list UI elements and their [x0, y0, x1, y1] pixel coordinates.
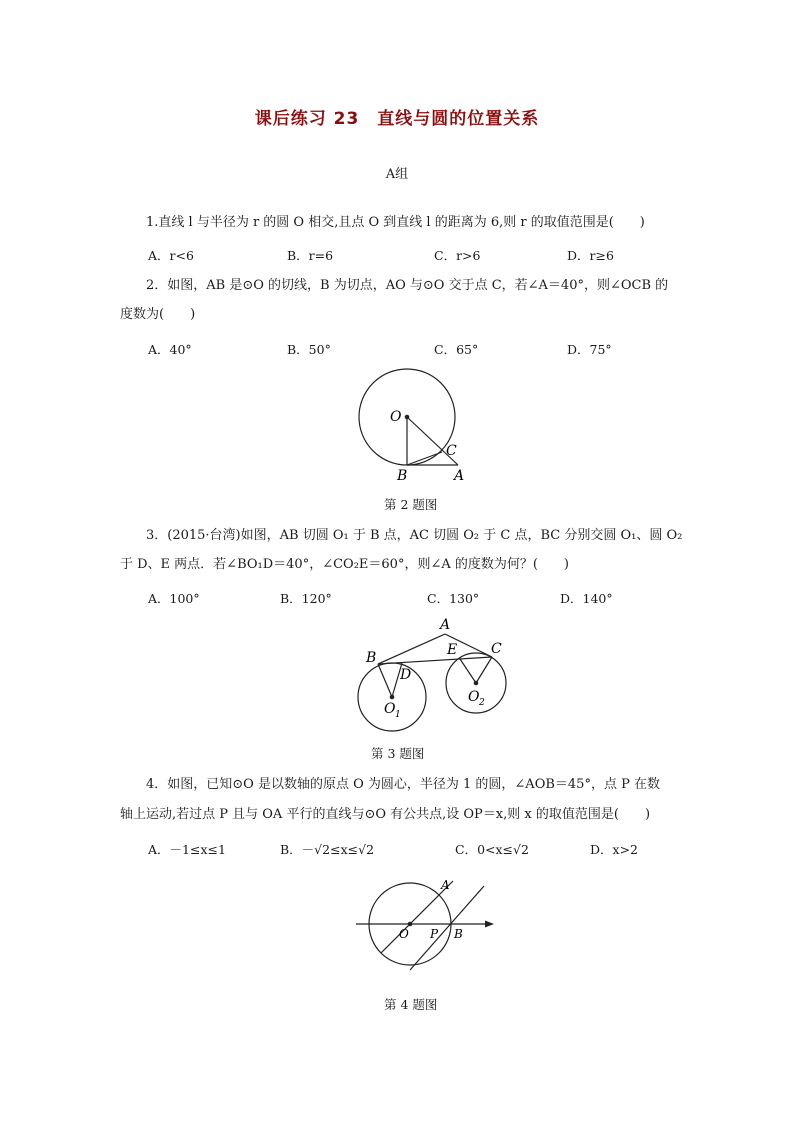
label-d: D: [400, 667, 412, 683]
q3-option-d: D．140°: [560, 591, 613, 606]
q3-option-c: C．130°: [427, 591, 480, 606]
segment-co2: [476, 657, 492, 683]
label-b: B: [366, 650, 377, 666]
label-o: O: [390, 409, 402, 425]
figure-3-caption: 第 3 题图: [371, 746, 425, 761]
label-b: B: [454, 927, 463, 941]
segment-eo2: [460, 659, 476, 683]
question-1-stem: 1.直线 l 与半径为 r 的圆 O 相交,且点 O 到直线 l 的距离为 6,则 r 的取值范围是( ): [146, 215, 645, 230]
label-o2-subscript: 2: [479, 698, 485, 708]
q4-option-d: D．x>2: [590, 842, 638, 857]
q1-option-b: B．r=6: [287, 248, 334, 263]
figure-4: [350, 872, 500, 977]
q1-option-a: A．r<6: [148, 248, 194, 263]
page-title: 课后练习 23 直线与圆的位置关系: [254, 109, 540, 129]
q2-option-d: D．75°: [567, 342, 612, 357]
figure-2: [350, 368, 480, 488]
q3-option-b: B．120°: [280, 591, 332, 606]
parallel-line-through-p: [410, 886, 484, 970]
label-b: B: [397, 468, 408, 484]
axis-arrow: [485, 921, 494, 928]
q3-option-a: A．100°: [148, 591, 200, 606]
label-o1: O: [384, 701, 396, 717]
q2-option-a: A．40°: [148, 342, 192, 357]
label-e: E: [447, 642, 458, 658]
question-4-stem-line1: 4．如图，已知⊙O 是以数轴的原点 O 为圆心，半径为 1 的圆，∠AOB＝45°，点 P 在数: [146, 777, 660, 792]
q4-option-a: A．－1≤x≤1: [148, 842, 226, 857]
label-a: A: [441, 878, 450, 892]
segment-ab: [378, 634, 445, 664]
label-a: A: [454, 468, 465, 484]
segment-bc: [378, 657, 492, 664]
question-3-stem-line2: 于 D、E 两点．若∠BO₁D＝40°，∠CO₂E＝60°，则∠A 的度数为何？( ): [120, 557, 569, 572]
label-p: P: [430, 927, 439, 941]
q4-option-b: B．－√2≤x≤√2: [280, 842, 375, 857]
point-o2: [474, 681, 479, 686]
label-o1-subscript: 1: [395, 710, 401, 720]
label-o: O: [399, 927, 409, 941]
q1-option-c: C．r>6: [434, 248, 481, 263]
segment-bo1: [378, 664, 392, 697]
figure-2-caption: 第 2 题图: [384, 497, 438, 512]
label-o2: O: [468, 689, 480, 705]
segment-bc: [407, 452, 442, 465]
figure-4-caption: 第 4 题图: [384, 997, 438, 1012]
question-4-stem-line2: 轴上运动,若过点 P 且与 OA 平行的直线与⊙O 有公共点,设 OP＝x,则 x 的取值范围是( ): [120, 807, 651, 822]
label-a: A: [440, 617, 451, 633]
point-o1: [390, 695, 395, 700]
figure-3: [350, 615, 520, 745]
q2-option-c: C．65°: [434, 342, 479, 357]
q1-option-d: D．r≥6: [567, 248, 614, 263]
question-2-stem-line2: 度数为( ): [120, 307, 196, 322]
q4-option-c: C．0<x≤√2: [455, 842, 529, 857]
q2-option-b: B．50°: [287, 342, 331, 357]
point-o: [405, 415, 410, 420]
question-3-stem-line1: 3．(2015·台湾)如图，AB 切圆 O₁ 于 B 点，AC 切圆 O₂ 于 C 点，BC 分别交圆 O₁、圆 O₂: [146, 528, 683, 543]
point-o: [408, 922, 413, 927]
label-c: C: [491, 641, 502, 657]
label-c: C: [446, 443, 457, 459]
question-2-stem-line1: 2．如图，AB 是⊙O 的切线，B 为切点，AO 与⊙O 交于点 C，若∠A＝40°，则∠OCB 的: [146, 278, 669, 293]
group-label: A组: [385, 167, 409, 182]
